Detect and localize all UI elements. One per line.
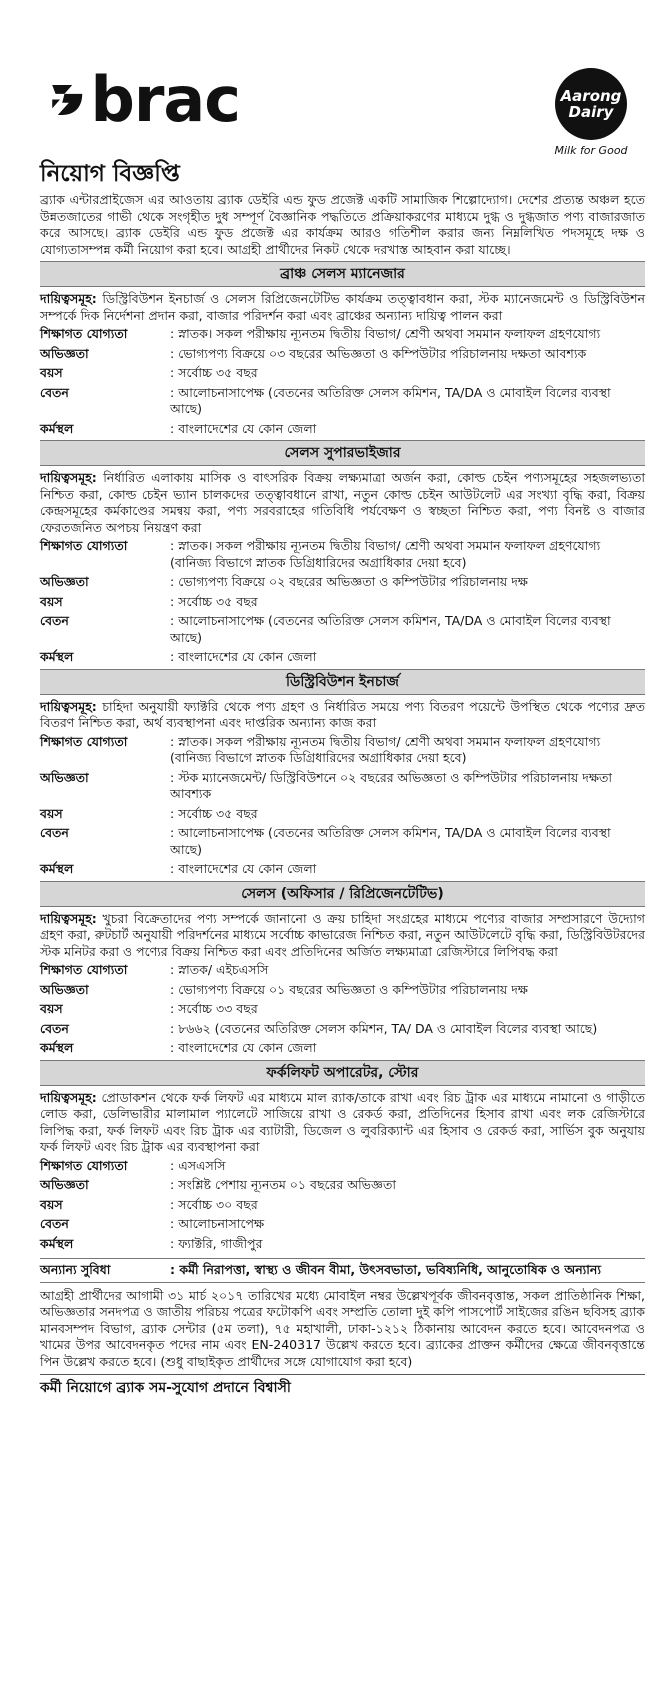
duties: দায়িত্বসমূহ: নির্ধারিত এলাকায় মাসিক ও বাৎসরিক বিক্রয় লক্ষ্যমাত্রা অর্জন করা, কোল্ড চেইন পণ্যসমূহের সহজলভ্যতা নিশ্চিত করা, কোল্ড চেইন ভ্যান চালকদের তত্ত্বাবধানে রাখা, নতুন কোল্ড চেইন আউটলেট এর সংখ্যা বৃদ্ধি করা, বিক্রয় কেন্দ্রসমূহের কর্মকাণ্ডের সমন্বয় করা, পণ্য সরবরাহের গতিবিধি পর্যবেক্ষণ ও স্বচ্ছতা নিশ্চিত করা, পণ্য বিনষ্ট ও বাজার ফেরতজনিত অপচয় নিয়ন্ত্রণ করা: [40, 470, 645, 535]
duties: দায়িত্বসমূহ: চাহিদা অনুযায়ী ফ্যাক্টরি থেকে পণ্য গ্রহণ ও নির্ধারিত সময়ে পণ্য বিতরণ পয়েন্টে উপস্থিত থেকে পণ্যের দ্রুত বিতরণ নিশ্চিত করা, অর্থ ব্যবস্থাপনা এবং দাপ্তরিক অন্যান্য কাজ করা: [40, 698, 645, 730]
intro-paragraph: ব্র্যাক এন্টারপ্রাইজেস এর আওতায় ব্র্যাক ডেইরি এন্ড ফুড প্রজেক্ট একটি সামাজিক শিল্পোদ্যোগ। দেশের প্রত্যন্ত অঞ্চল হতে উন্নতজাতের গাভী থেকে সংগৃহীত দুধ সম্পূর্ণ বৈজ্ঞানিক পদ্ধতিতে প্রক্রিয়াকরণের মাধ্যমে দুগ্ধ ও দুগ্ধজাত পণ্য বাজারজাত করে আসছে। ব্র্যাক ডেইরি এন্ড ফুড প্রজেক্ট এর কার্যক্রম আরও গতিশীল করার জন্য নিম্নলিখিত পদসমূহে দক্ষ ও যোগ্যতাসম্পন্ন কর্মী নিয়োগ করা হবে। আগ্রহী প্রার্থীদের নিকট থেকে দরখাস্ত আহবান করা যাচ্ছে।: [40, 192, 645, 257]
salary-row: বেতন : আলোচনাসাপেক্ষ (বেতনের অতিরিক্ত সেলস কমিশন, TA/DA ও মোবাইল বিলের ব্যবস্থা আছে): [40, 825, 645, 858]
age-row: বয়স : সর্বোচ্চ ৩৫ বছর: [40, 365, 645, 382]
position-branch-sales-manager: [40, 261, 645, 437]
location-row: কর্মস্থল : বাংলাদেশের যে কোন জেলা: [40, 421, 645, 438]
education-row: শিক্ষাগত যোগ্যতা : স্নাতক। সকল পরীক্ষায় ন্যূনতম দ্বিতীয় বিভাগ/ শ্রেণী অথবা সমমান ফলাফল গ্রহণযোগ্য (বানিজ্য বিভাগে স্নাতক ডিগ্রিধারিদের অগ্রাধিকার দেয়া হবে): [40, 538, 645, 571]
location-row: কর্মস্থল : ফ্যাক্টরি, গাজীপুর: [40, 1236, 645, 1253]
position-title: ব্রাঞ্চ সেলস ম্যানেজার: [40, 261, 645, 287]
salary-row: বেতন : আলোচনাসাপেক্ষ (বেতনের অতিরিক্ত সেলস কমিশন, TA/DA ও মোবাইল বিলের ব্যবস্থা আছে): [40, 613, 645, 646]
aarong-dairy-logo: [545, 68, 637, 160]
position-title: ডিস্ট্রিবিউশন ইনচার্জ: [40, 669, 645, 695]
position-distribution-incharge: [40, 669, 645, 878]
duties: দায়িত্বসমূহ: ডিস্ট্রিবিউশন ইনচার্জ ও সেলস রিপ্রিজেনটেটিভ কার্যক্রম তত্ত্বাবধান করা, স্টক ম্যানেজমেন্ট ও ডিস্ট্রিবিউশন সম্পর্কে দিক নির্দেশনা প্রদান করা, বাজার পরিদর্শন করা এবং ব্রাঞ্চের অন্যান্য দায়িত্ব পালন করা: [40, 291, 645, 323]
education-row: শিক্ষাগত যোগ্যতা : এসএসসি: [40, 1158, 645, 1175]
aarong-line1: Aarong: [560, 87, 622, 105]
aarong-tagline: Milk for Good: [554, 144, 628, 157]
brac-mark-icon: [50, 69, 84, 131]
application-instructions: আগ্রহী প্রার্থীদের আগামী ৩১ মার্চ ২০১৭ তারিখের মধ্যে মোবাইল নম্বর উল্লেখপূর্বক জীবনবৃত্তান্ত, সকল প্রাতিষ্ঠানিক শিক্ষা, অভিজ্ঞতার সনদপত্র ও জাতীয় পরিচয় পত্রের ফটোকপি এবং সম্প্রতি তোলা দুই কপি পাসপোর্ট সাইজের রঙিন ছবিসহ ব্র্যাক মানবসম্পদ বিভাগ, ব্র্যাক সেন্টার (৫ম তলা), ৭৫ মহাখালী, ঢাকা-১২১২ ঠিকানায় আবেদন করতে হবে। আবেদনপত্র ও খামের উপর আবেদনকৃত পদের নাম এবং EN-240317 উল্লেখ করতে হবে। ব্র্যাকের প্রাক্তন কর্মীদের ক্ষেত্রে জীবনবৃত্তান্তে পিন উল্লেখ করতে হবে। (শুধু বাছাইকৃত প্রার্থীদের সঙ্গে যোগাযোগ করা হবে): [40, 1287, 645, 1369]
aarong-badge: [555, 68, 627, 140]
position-title: সেলস (অফিসার / রিপ্রিজেনটেটিভ): [40, 881, 645, 907]
education-row: শিক্ষাগত যোগ্যতা : স্নাতক। সকল পরীক্ষায় ন্যূনতম দ্বিতীয় বিভাগ/ শ্রেণী অথবা সমমান ফলাফল গ্রহণযোগ্য: [40, 326, 645, 343]
experience-row: অভিজ্ঞতা : সংশ্লিষ্ট পেশায় ন্যূনতম ০১ বছরের অভিজ্ঞতা: [40, 1177, 645, 1194]
position-title: সেলস সুপারভাইজার: [40, 440, 645, 466]
education-row: শিক্ষাগত যোগ্যতা : স্নাতক/ এইচএসসি: [40, 962, 645, 979]
age-row: বয়স : সর্বোচ্চ ৩৫ বছর: [40, 594, 645, 611]
other-benefits: অন্যান্য সুবিধা : কর্মী নিরাপত্তা, স্বাস্থ্য ও জীবন বীমা, উৎসবভাতা, ভবিষ্যনিধি, আনুতোষিক ও অন্যান্য: [40, 1258, 645, 1283]
salary-row: বেতন : আলোচনাসাপেক্ষ (বেতনের অতিরিক্ত সেলস কমিশন, TA/DA ও মোবাইল বিলের ব্যবস্থা আছে): [40, 385, 645, 418]
position-sales-supervisor: [40, 440, 645, 666]
salary-row: বেতন : ৮৬৬২ (বেতনের অতিরিক্ত সেলস কমিশন, TA/ DA ও মোবাইল বিলের ব্যবস্থা আছে): [40, 1021, 645, 1038]
location-row: কর্মস্থল : বাংলাদেশের যে কোন জেলা: [40, 861, 645, 878]
salary-row: বেতন : আলোচনাসাপেক্ষ: [40, 1216, 645, 1233]
position-sales-officer: [40, 881, 645, 1057]
page-title: নিয়োগ বিজ্ঞপ্তি: [40, 161, 180, 187]
brac-logo: [50, 65, 240, 135]
location-row: কর্মস্থল : বাংলাদেশের যে কোন জেলা: [40, 1040, 645, 1057]
duties: দায়িত্বসমূহ: খুচরা বিক্রেতাদের পণ্য সম্পর্কে জানানো ও ক্রয় চাহিদা সংগ্রহের মাধ্যমে পণ্যের বাজার সম্প্রসারণে উদ্যোগ গ্রহণ করা, রুটচার্ট অনুযায়ী পরিদর্শনের মাধ্যমে সর্বোচ্চ কাভারেজ নিশ্চিত করা, নতুন আউটলেটে বৃদ্ধি করা, ডিস্ট্রিবিউটরদের স্টক মনিটর করা ও পণ্যের বিক্রয় নিশ্চিত করা এবং প্রতিদিনের অর্জিত লক্ষ্যমাত্রা রেজিস্টারে লিপিবদ্ধ করা: [40, 910, 645, 959]
position-title: ফর্কলিফট অপারেটর, স্টোর: [40, 1060, 645, 1086]
experience-row: অভিজ্ঞতা : ভোগ্যপণ্য বিক্রয়ে ০২ বছরের অভিজ্ঞতা ও কম্পিউটার পরিচালনায় দক্ষ: [40, 574, 645, 591]
age-row: বয়স : সর্বোচ্চ ৩৩ বছর: [40, 1001, 645, 1018]
age-row: বয়স : সর্বোচ্চ ৩০ বছর: [40, 1197, 645, 1214]
experience-row: অভিজ্ঞতা : স্টক ম্যানেজমেন্ট/ ডিস্ট্রিবিউশনে ০২ বছরের অভিজ্ঞতা ও কম্পিউটার পরিচালনায় দক্ষতা আবশ্যক: [40, 770, 645, 803]
age-row: বয়স : সর্বোচ্চ ৩৫ বছর: [40, 806, 645, 823]
experience-row: অভিজ্ঞতা : ভোগ্যপণ্য বিক্রয়ে ০১ বছরের অভিজ্ঞতা ও কম্পিউটার পরিচালনায় দক্ষ: [40, 982, 645, 999]
footer-statement: কর্মী নিয়োগে ব্র্যাক সম-সুযোগ প্রদানে বিশ্বাসী: [40, 1374, 645, 1397]
brac-wordmark: brac: [90, 63, 240, 136]
header: [40, 0, 645, 160]
aarong-line2: Dairy: [568, 103, 614, 121]
position-forklift-operator: [40, 1060, 645, 1253]
location-row: কর্মস্থল : বাংলাদেশের যে কোন জেলা: [40, 649, 645, 666]
experience-row: অভিজ্ঞতা : ভোগ্যপণ্য বিক্রয়ে ০৩ বছরের অভিজ্ঞতা ও কম্পিউটার পরিচালনায় দক্ষতা আবশ্যক: [40, 346, 645, 363]
education-row: শিক্ষাগত যোগ্যতা : স্নাতক। সকল পরীক্ষায় ন্যূনতম দ্বিতীয় বিভাগ/ শ্রেণী অথবা সমমান ফলাফল গ্রহণযোগ্য (বানিজ্য বিভাগে স্নাতক ডিগ্রিধারিদের অগ্রাধিকার দেয়া হবে): [40, 734, 645, 767]
duties: দায়িত্বসমূহ: প্রোডাকশন থেকে ফর্ক লিফট এর মাধ্যমে মাল র‍্যাক/তাকে রাখা এবং রিচ ট্রাক এর মাধ্যমে নামানো ও গাড়ীতে লোড করা, ডেলিভারীর মালামাল প্যালেটে সাজিয়ে রাখা ও রেকর্ড করা, প্রতিদিনের হিসাব রাখা এবং লক রেজিস্টারে লিপিদ্ধ করা, ফর্ক লিফট এবং রিচ ট্রাক এর ব্যাটারী, ডিজেল ও লুবরিক্যান্ট এর হিসাব ও রেকর্ড করা, সার্ভিস বুক অনুযায় ফর্ক লিফট এবং রিচ ট্রাক এর ব্যবস্থাপনা করা: [40, 1089, 645, 1154]
